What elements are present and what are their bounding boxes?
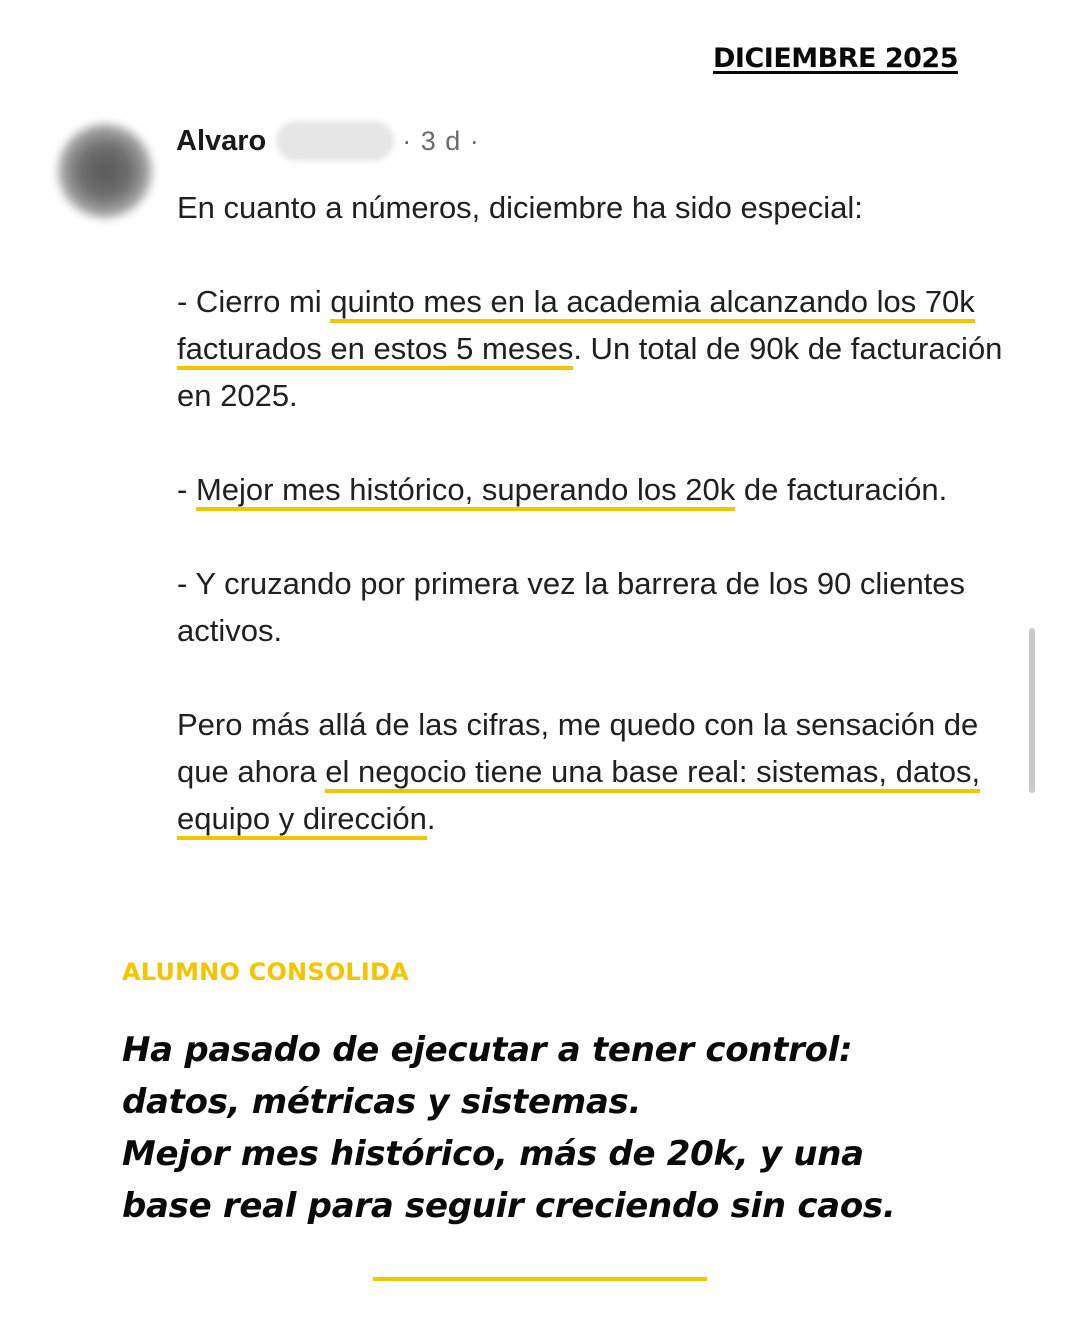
date-label: DICIEMBRE 2025 (713, 43, 958, 74)
summary-line-2: datos, métricas y sistemas. (122, 1082, 642, 1122)
comment-closing (177, 701, 1007, 842)
divider (373, 1277, 707, 1281)
point-1-highlight: quinto mes en la academia alcanzando los 70k facturados en estos 5 meses (177, 284, 975, 370)
point-1-prefix: - Cierro mi (177, 284, 331, 319)
section-label: ALUMNO CONSOLIDA (122, 958, 409, 986)
closing-highlight: el negocio tiene una base real: sistemas, datos, equipo y dirección (177, 754, 980, 840)
blurred-surname (276, 121, 394, 161)
summary-line-1: Ha pasado de ejecutar a tener control: (122, 1030, 853, 1070)
summary-line-4: base real para seguir creciendo sin caos. (122, 1186, 896, 1226)
avatar[interactable] (56, 122, 154, 220)
scrollbar[interactable] (1029, 628, 1035, 793)
closing-prefix: Pero más allá de las cifras, me quedo con la sensación de que ahora (177, 707, 979, 789)
summary-text (122, 1024, 1002, 1232)
comment-body (177, 184, 1007, 842)
comment-point-3: - Y cruzando por primera vez la barrera de los 90 clientes activos. (177, 566, 966, 648)
point-2-highlight: Mejor mes histórico, superando los 20k (196, 472, 735, 511)
closing-suffix: . (426, 801, 436, 836)
point-1-suffix: . Un total de 90k de facturación en 2025. (177, 331, 1003, 413)
post-timestamp[interactable]: · 3 d · (402, 125, 480, 156)
comment-header (176, 118, 480, 164)
point-2-prefix: - (177, 472, 196, 507)
comment-intro: En cuanto a números, diciembre ha sido especial: (177, 190, 863, 225)
point-2-suffix: de facturación. (735, 472, 948, 507)
comment-point-1 (177, 278, 1007, 419)
comment-point-2 (177, 466, 1007, 513)
summary-line-3: Mejor mes histórico, más de 20k, y una (122, 1134, 864, 1174)
author-name[interactable]: Alvaro (176, 124, 267, 157)
